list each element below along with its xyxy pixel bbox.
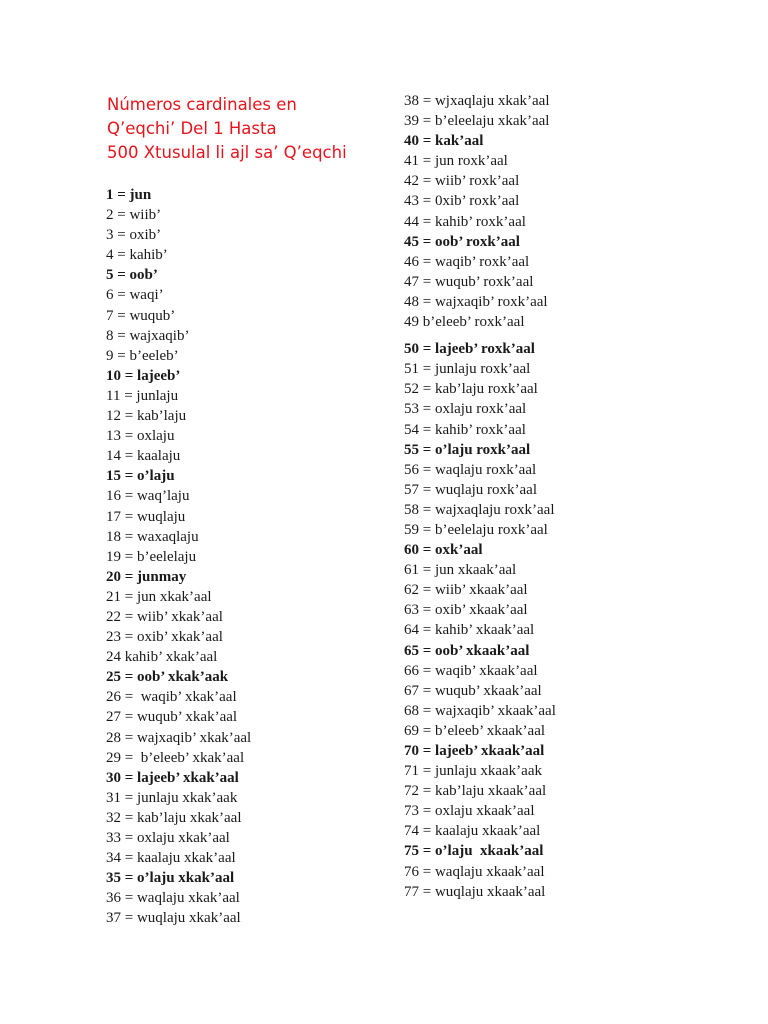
number-entry: 60 = oxk’aal bbox=[404, 542, 483, 559]
number-entry: 69 = b’eleeb’ xkaak’aal bbox=[404, 722, 546, 739]
number-entry: 63 = oxib’ xkaak’aal bbox=[404, 602, 528, 619]
number-entry: 26 = waqib’ xkak’aal bbox=[106, 689, 237, 706]
number-entry: 33 = oxlaju xkak’aal bbox=[106, 830, 230, 846]
number-entry: 21 = jun xkak’aal bbox=[106, 588, 212, 605]
number-entry: 74 = kaalaju xkaak’aal bbox=[404, 823, 541, 840]
number-entry: 43 = 0xib’ roxk’aal bbox=[404, 193, 520, 210]
title-line-2: Q’eqchi’ Del 1 Hasta bbox=[107, 119, 277, 138]
number-entry: 37 = wuqlaju xkak’aal bbox=[106, 910, 241, 927]
number-entry: 40 = kak’aal bbox=[404, 133, 484, 150]
number-entry: 56 = waqlaju roxk’aal bbox=[404, 461, 537, 478]
number-entry: 25 = oob’ xkak’aak bbox=[106, 669, 229, 686]
document-title bbox=[107, 93, 387, 165]
number-entry: 15 = o’laju bbox=[106, 468, 175, 485]
number-entry: 76 = waqlaju xkaak’aal bbox=[404, 863, 545, 880]
number-entry: 59 = b’eelelaju roxk’aal bbox=[404, 521, 548, 538]
number-entry: 45 = oob’ roxk’aal bbox=[404, 233, 520, 250]
number-entry: 67 = wuqub’ xkaak’aal bbox=[404, 682, 542, 699]
number-entry: 22 = wiib’ xkak’aal bbox=[106, 608, 223, 625]
number-entry: 19 = b’eelelaju bbox=[106, 548, 197, 565]
number-entry: 52 = kab’laju roxk’aal bbox=[404, 381, 538, 398]
number-entry: 58 = wajxaqlaju roxk’aal bbox=[404, 501, 555, 518]
number-entry: 24 kahib’ xkak’aal bbox=[106, 649, 218, 666]
number-entry: 54 = kahib’ roxk’aal bbox=[404, 421, 526, 438]
number-entry: 39 = b’eleelaju xkak’aal bbox=[404, 113, 550, 130]
number-list-right-column bbox=[404, 91, 556, 902]
number-entry: 13 = oxlaju bbox=[106, 428, 175, 445]
number-entry: 73 = oxlaju xkaak’aal bbox=[404, 803, 535, 820]
number-entry: 2 = wiib’ bbox=[106, 207, 162, 224]
number-entry: 1 = jun bbox=[106, 187, 152, 203]
number-entry: 35 = o’laju xkak’aal bbox=[106, 870, 235, 887]
number-entry: 77 = wuqlaju xkaak’aal bbox=[404, 883, 546, 900]
number-entry: 72 = kab’laju xkaak’aal bbox=[404, 783, 547, 800]
number-entry: 14 = kaalaju bbox=[106, 448, 181, 465]
number-entry: 57 = wuqlaju roxk’aal bbox=[404, 481, 538, 498]
number-entry: 48 = wajxaqib’ roxk’aal bbox=[404, 293, 548, 310]
number-entry: 53 = oxlaju roxk’aal bbox=[404, 401, 527, 418]
number-entry: 17 = wuqlaju bbox=[106, 508, 186, 525]
number-entry: 4 = kahib’ bbox=[106, 247, 168, 264]
number-entry: 62 = wiib’ xkaak’aal bbox=[404, 582, 528, 599]
number-entry: 16 = waq’laju bbox=[106, 488, 190, 505]
number-entry: 12 = kab’laju bbox=[106, 408, 187, 425]
number-entry: 38 = wjxaqlaju xkak’aal bbox=[404, 93, 550, 109]
number-entry: 9 = b’eeleb’ bbox=[106, 347, 179, 364]
number-entry: 7 = wuqub’ bbox=[106, 307, 176, 324]
number-entry: 29 = b’eleeb’ xkak’aal bbox=[106, 749, 245, 766]
number-entry: 75 = o’laju xkaak’aal bbox=[404, 843, 544, 860]
number-entry: 55 = o’laju roxk’aal bbox=[404, 441, 531, 458]
number-entry: 5 = oob’ bbox=[106, 267, 158, 284]
number-entry: 50 = lajeeb’ roxk’aal bbox=[404, 341, 535, 358]
number-entry: 18 = waxaqlaju bbox=[106, 528, 199, 545]
number-entry: 42 = wiib’ roxk’aal bbox=[404, 173, 520, 190]
number-entry: 36 = waqlaju xkak’aal bbox=[106, 890, 240, 907]
title-line-1: Números cardinales en bbox=[107, 95, 297, 114]
number-entry: 34 = kaalaju xkak’aal bbox=[106, 850, 236, 867]
number-entry: 10 = lajeeb’ bbox=[106, 367, 181, 384]
number-entry: 11 = junlaju bbox=[106, 387, 179, 404]
number-entry: 46 = waqib’ roxk’aal bbox=[404, 253, 530, 270]
number-entry: 3 = oxib’ bbox=[106, 227, 162, 244]
number-entry: 61 = jun xkaak’aal bbox=[404, 562, 517, 579]
number-entry: 20 = junmay bbox=[106, 568, 187, 585]
number-entry: 49 b’eleeb’ roxk’aal bbox=[404, 314, 525, 331]
number-entry: 28 = wajxaqib’ xkak’aal bbox=[106, 729, 252, 746]
number-entry: 71 = junlaju xkaak’aak bbox=[404, 763, 542, 780]
number-entry: 32 = kab’laju xkak’aal bbox=[106, 809, 242, 826]
number-entry: 31 = junlaju xkak’aak bbox=[106, 789, 238, 806]
number-entry: 8 = wajxaqib’ bbox=[106, 327, 190, 344]
number-entry: 70 = lajeeb’ xkaak’aal bbox=[404, 743, 545, 759]
number-list-left-column bbox=[106, 185, 251, 928]
title-line-3: 500 Xtusulal li ajl sa’ Q’eqchi bbox=[107, 143, 347, 162]
number-entry: 65 = oob’ xkaak’aal bbox=[404, 642, 530, 659]
number-entry: 23 = oxib’ xkak’aal bbox=[106, 629, 223, 646]
number-entry: 41 = jun roxk’aal bbox=[404, 153, 508, 170]
number-entry: 27 = wuqub’ xkak’aal bbox=[106, 709, 238, 726]
number-entry: 66 = waqib’ xkaak’aal bbox=[404, 662, 538, 679]
number-entry: 44 = kahib’ roxk’aal bbox=[404, 213, 526, 230]
number-entry: 68 = wajxaqib’ xkaak’aal bbox=[404, 702, 556, 719]
number-entry: 47 = wuqub’ roxk’aal bbox=[404, 273, 534, 290]
number-entry: 6 = waqi’ bbox=[106, 287, 164, 304]
number-entry: 64 = kahib’ xkaak’aal bbox=[404, 622, 535, 639]
number-entry: 51 = junlaju roxk’aal bbox=[404, 361, 531, 378]
number-entry: 30 = lajeeb’ xkak’aal bbox=[106, 769, 239, 786]
